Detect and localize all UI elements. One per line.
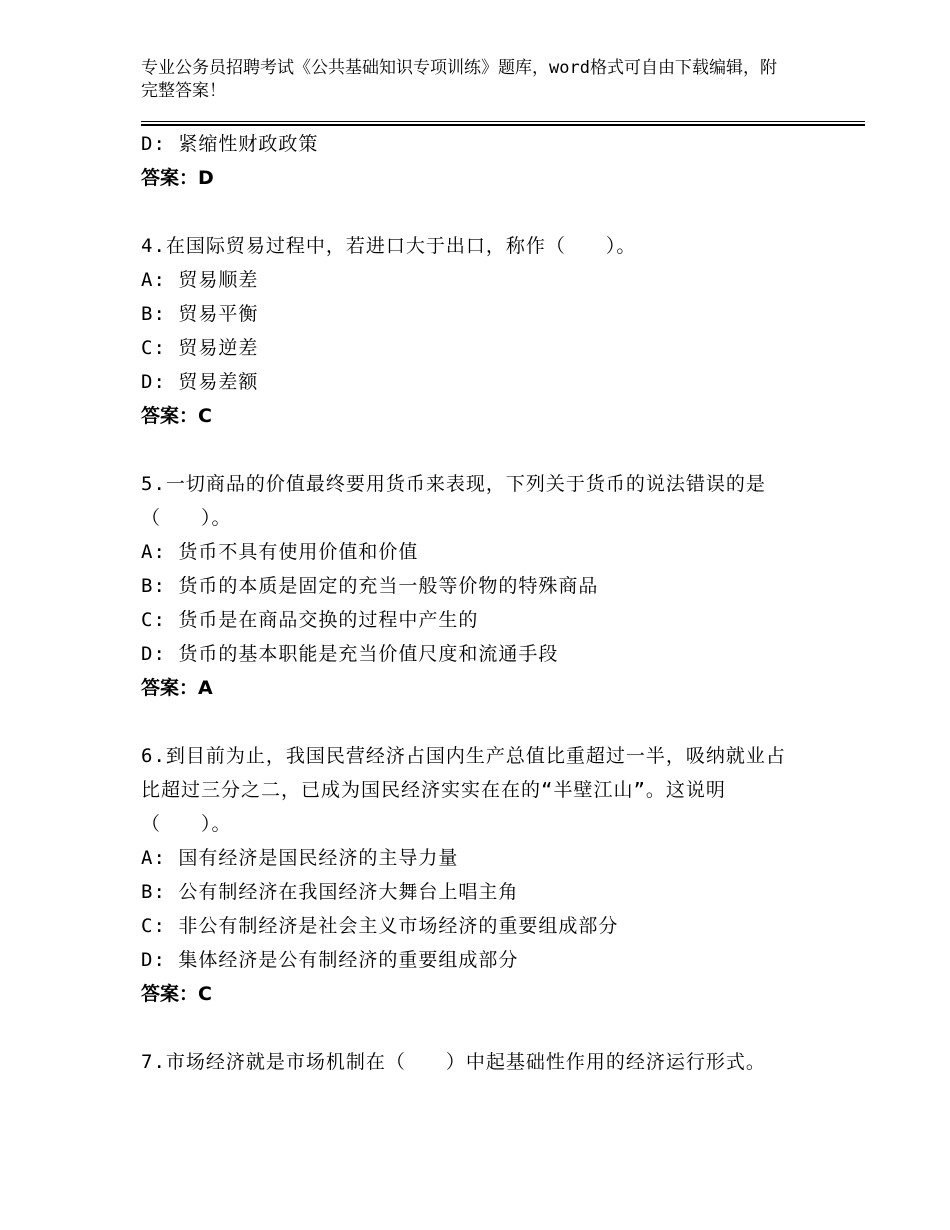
question-6-stem: 6.到目前为止，我国民营经济占国内生产总值比重超过一半，吸纳就业占比超过三分之二，已成为国民经济实实在在的“半壁江山”。这说明（ ）。 (141, 745, 786, 835)
question-4-option-a: A: 贸易顺差 (141, 269, 259, 291)
header-divider (141, 121, 865, 126)
question-5-option-a: A: 货币不具有使用价值和价值 (141, 541, 419, 563)
question-5-option-c: C: 货币是在商品交换的过程中产生的 (141, 609, 479, 631)
question-6-option-a: A: 国有经济是国民经济的主导力量 (141, 847, 459, 869)
question-6-option-d: D: 集体经济是公有制经济的重要组成部分 (141, 949, 519, 971)
spacer (141, 1011, 821, 1045)
question-5-option-d: D: 货币的基本职能是充当价值尺度和流通手段 (141, 643, 559, 665)
question-5-answer: 答案：A (141, 677, 213, 699)
question-4-option-d: D: 贸易差额 (141, 371, 259, 393)
carryover-option-d: D: 紧缩性财政政策 (141, 133, 319, 155)
question-4-stem: 4.在国际贸易过程中，若进口大于出口，称作（ ）。 (141, 235, 637, 257)
question-content (141, 127, 821, 1079)
question-6-option-b: B: 公有制经济在我国经济大舞台上唱主角 (141, 881, 519, 903)
question-4-option-c: C: 贸易逆差 (141, 337, 259, 359)
spacer (141, 433, 821, 467)
question-4-answer: 答案：C (141, 405, 212, 427)
question-7-stem: 7.市场经济就是市场机制在（ ）中起基础性作用的经济运行形式。 (141, 1051, 766, 1073)
question-6-option-c: C: 非公有制经济是社会主义市场经济的重要组成部分 (141, 915, 619, 937)
question-6-answer: 答案：C (141, 983, 212, 1005)
question-5-stem: 5.一切商品的价值最终要用货币来表现，下列关于货币的说法错误的是（ ）。 (141, 473, 766, 529)
page-header: 专业公务员招聘考试《公共基础知识专项训练》题库，word格式可自由下载编辑，附完整答案！ (141, 58, 777, 101)
carryover-answer: 答案：D (141, 167, 214, 189)
spacer (141, 195, 821, 229)
spacer (141, 705, 821, 739)
question-5-option-b: B: 货币的本质是固定的充当一般等价物的特殊商品 (141, 575, 599, 597)
question-4-option-b: B: 贸易平衡 (141, 303, 259, 325)
